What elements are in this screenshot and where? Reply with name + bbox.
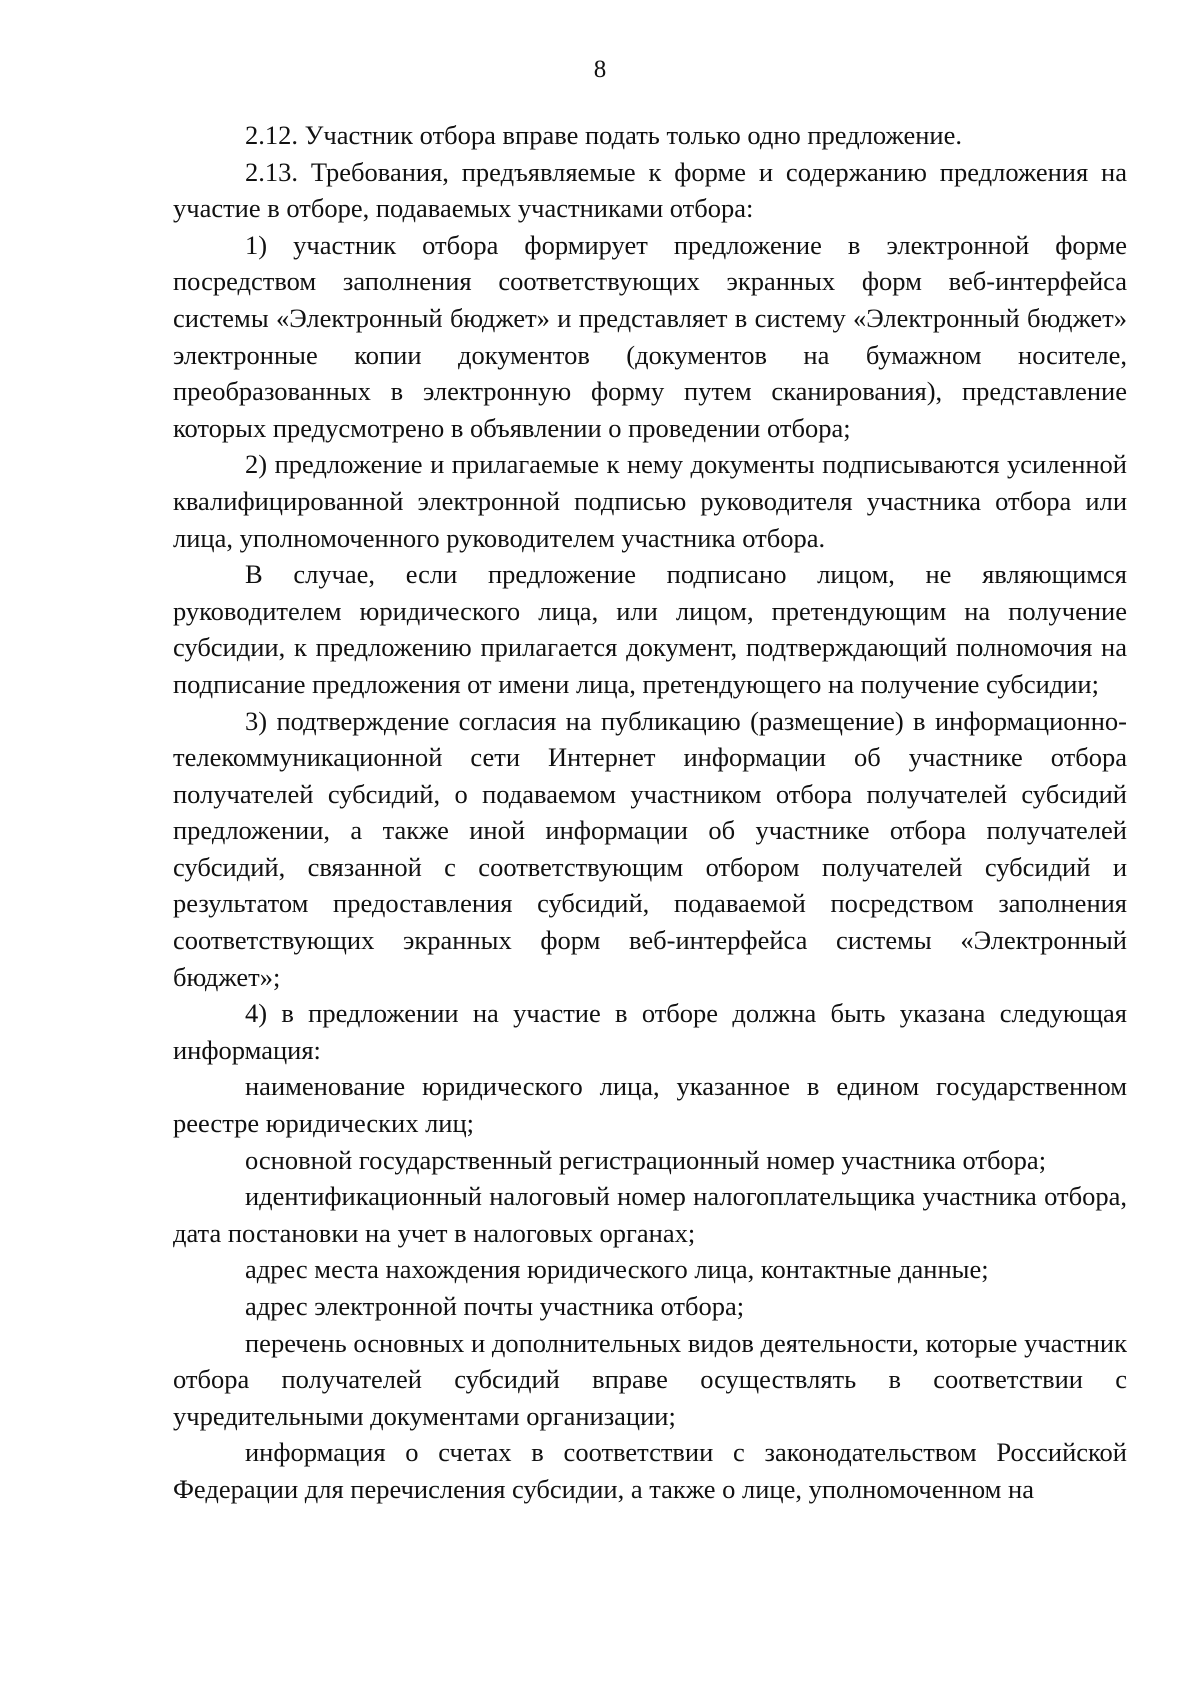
paragraph-info-inn: идентификационный налоговый номер налогоплательщика участника отбора, дата постановки на учет в налоговых органах; [173, 1181, 1127, 1248]
document-body [173, 117, 1127, 1508]
paragraph-info-activities: перечень основных и дополнительных видов деятельности, которые участник отбора получателей субсидий вправе осуществлять в соответствии с учредительными документами организации; [173, 1327, 1127, 1431]
paragraph-item-3: 3) подтверждение согласия на публикацию (размещение) в информационно-телекоммуникационной сети Интернет информации об участнике отбора получателей субсидий, о подаваемом участником отбора получателей субсидий предложении, а также иной информации об участнике отбора получателей субсидий, связанной с соответствующим отбором получателей субсидий и результатом предоставления субсидий, подаваемой посредством заполнения соответствующих экранных форм веб-интерфейса системы «Электронный бюджет»; [173, 705, 1127, 992]
paragraph-info-ogrn: основной государственный регистрационный номер участника отбора; [245, 1144, 1047, 1175]
paragraph-2-12: 2.12. Участник отбора вправе подать только одно предложение. [245, 120, 962, 150]
paragraph-item-2: 2) предложение и прилагаемые к нему документы подписываются усиленной квалифицированной электронной подписью руководителя участника отбора или лица, уполномоченного руководителем участника отбора. [173, 449, 1127, 553]
paragraph-info-name: наименование юридического лица, указанное в едином государственном реестре юридических лиц; [173, 1071, 1127, 1139]
page-number: 8 [593, 56, 607, 83]
paragraph-item-2-note: В случае, если предложение подписано лицом, не являющимся руководителем юридического лица, или лицом, претендующим на получение субсидии, к предложению прилагается документ, подтверждающий полномочия на подписание предложения от имени лица, претендующего на получение субсидии; [173, 559, 1127, 699]
paragraph-item-4: 4) в предложении на участие в отборе должна быть указана следующая информация: [173, 998, 1127, 1065]
paragraph-info-address: адрес места нахождения юридического лица, контактные данные; [245, 1254, 989, 1285]
paragraph-info-email: адрес электронной почты участника отбора; [245, 1291, 745, 1321]
paragraph-2-13: 2.13. Требования, предъявляемые к форме и содержанию предложения на участие в отборе, подаваемых участниками отбора: [173, 156, 1127, 224]
paragraph-item-1: 1) участник отбора формирует предложение в электронной форме посредством заполнения соответствующих экранных форм веб-интерфейса системы «Электронный бюджет» и представляет в систему «Электронный бюджет» электронные копии документов (документов на бумажном носителе, преобразованных в электронную форму путем сканирования), представление которых предусмотрено в объявлении о проведении отбора; [173, 229, 1127, 443]
paragraph-info-accounts: информация о счетах в соответствии с законодательством Российской Федерации для перечисления субсидии, а также о лице, уполномоченном на [173, 1437, 1127, 1504]
